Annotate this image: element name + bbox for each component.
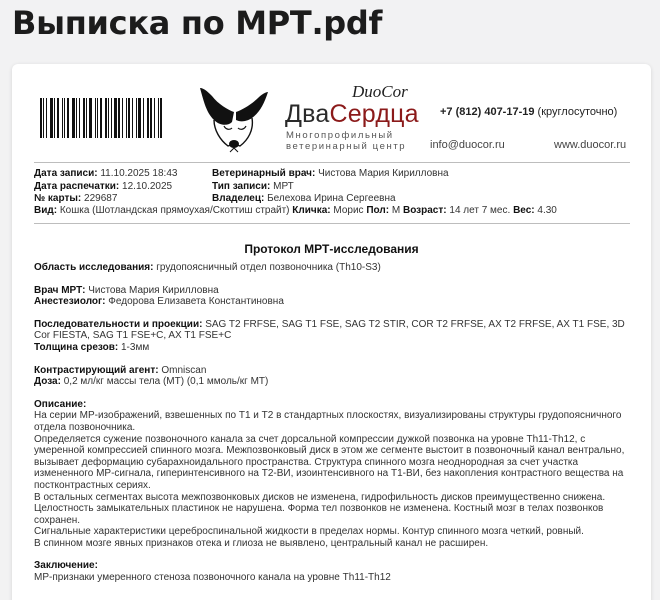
study-area: Область исследования: грудопоясничный отдел позвоночника (Th10-S3) [34,262,381,273]
conclusion-text: МР-признаки умеренного стеноза позвоночного канала на уровне Th11-Th12 [34,572,391,584]
barcode-bar [46,98,47,138]
barcode-bar [160,98,162,138]
barcode-bar [122,98,123,138]
description-p4: Сигнальные характеристики цереброспинальной жидкости в пределах нормы. Контур спинного мозга четкий, ровный. [34,526,584,538]
barcode-bar [72,98,75,138]
barcode-bar [154,98,155,138]
meta-animal-row: Вид: Кошка (Шотландская прямоухая/Скоттиш страйт) Кличка: Морис Пол: М Возраст: 14 лет 7 мес. Вес: 4.30 [34,205,557,216]
document-page [12,64,651,600]
barcode-bar [100,98,102,138]
sequences: Последовательности и проекции: SAG T2 FRFSE, SAG T1 FSE, SAG T2 STIR, COR T2 FRFSE, AX T2 FRFSE, AX T1 FSE, 3D Cor FIESTA, SAG T1 FSE+C, AX T1 FSE+C [34,318,625,342]
page-title: Выписка по МРТ.pdf [12,4,383,42]
barcode-bar [40,98,42,138]
description-p1: На серии МР-изображений, взвешенных по Т1 и Т2 в стандартных плоскостях, визуализированы структуры грудопоясничного отдела позвоночника. [34,410,622,433]
barcode-bar [128,98,130,138]
barcode-bar [118,98,120,138]
barcode-bar [89,98,92,138]
barcode-bar [143,98,144,138]
barcode-bar [138,98,141,138]
barcode-bar [126,98,127,138]
barcode-bar [97,98,98,138]
description-p2: Определяется сужение позвоночного канала за счет дорсальной компрессии дужкой позвонка на уровне Th11-Th12, с умеренной компрессией спинного мозга. Межпозвонковый диск в этом же сегменте выстоит в позвоночный канал вентрально, вызывает деформацию субарахноидального пространства. Структура спинного мозга неоднородная за счет участка измененного МР-сигнала, гиперинтенсивного на Т2-ВИ, изоинтенсивного на Т1-ВИ, без накопления контрастного вещества на постконтрастных сериях. [34,433,625,491]
barcode-bar [136,98,137,138]
description-heading: Описание: [34,398,87,410]
barcode-bar [158,98,159,138]
protocol-body [34,262,634,584]
brand-subtitle: Многопрофильный ветеринарный центр [286,130,407,152]
protocol-title: Протокол МРТ-исследования [244,242,419,256]
barcode-bar [147,98,149,138]
barcode-bar [43,98,44,138]
barcode-bar [76,98,77,138]
barcode-bar [64,98,65,138]
barcode-bar [108,98,109,138]
divider [34,223,630,224]
divider [34,162,630,163]
mri-doctor: Врач МРТ: Чистова Мария Кирилловна [34,284,219,296]
brand-name: ДваСердца [285,100,419,128]
barcode-bar [67,98,69,138]
barcode-bar [86,98,87,138]
contrast-agent: Контрастирующий агент: Omniscan [34,364,207,376]
barcode-bar [83,98,85,138]
barcode-bar [132,98,133,138]
barcode-bar [62,98,63,138]
clinic-email: info@duocor.ru [430,139,505,151]
clinic-phone: +7 (812) 407-17-19 (круглосуточно) [440,106,618,118]
description-p3: В остальных сегментах высота межпозвонковых дисков не изменена, гидрофильность дисков преимущественно снижена. Целостность замыкательных пластинок не нарушена. Форма тел позвонков не изменена. Костный мозг в телах позвонков сохранен. [34,491,606,526]
barcode [40,98,164,138]
dog-logo-icon [194,82,274,158]
barcode-bar [57,98,59,138]
conclusion-heading: Заключение: [34,560,98,572]
meta-left-column: Дата записи: 11.10.2025 18:43 Дата распечатки: 12.10.2025 № карты: 229687 [34,168,178,204]
slice-thickness: Толщина срезов: 1-3мм [34,341,150,353]
barcode-bar [111,98,112,138]
meta-right-column: Ветеринарный врач: Чистова Мария Кирилловна Тип записи: МРТ Владелец: Белехова Ирина Сергеевна [212,168,449,204]
anesthesiologist: Анестезиолог: Федорова Елизавета Константиновна [34,296,284,308]
barcode-bar [79,98,80,138]
clinic-website: www.duocor.ru [554,139,627,151]
barcode-bar [150,98,152,138]
brand-latin-name: DuoCor [352,82,408,101]
barcode-bar [114,98,117,138]
description-p5: В спинном мозге явных признаков отека и глиоза не выявлено, центральный канал не расширен. [34,537,489,549]
barcode-bar [54,98,55,138]
barcode-bar [105,98,107,138]
barcode-bar [50,98,53,138]
contrast-dose: Доза: 0,2 мл/кг массы тела (МТ) (0,1 ммоль/кг МТ) [34,376,269,388]
barcode-bar [95,98,96,138]
